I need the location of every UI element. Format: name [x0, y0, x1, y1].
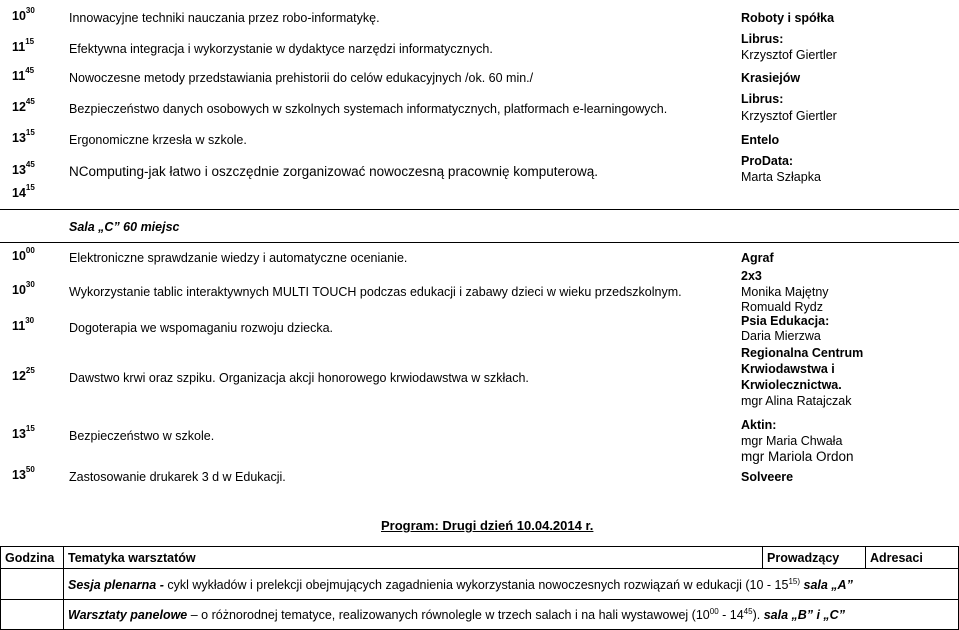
presenter: Entelo	[741, 133, 780, 147]
time-slot: $12^{25}$	[12, 366, 35, 383]
divider	[0, 242, 959, 243]
presenter-name: mgr Maria Chwała	[741, 434, 843, 448]
time-slot: $10^{00}$	[12, 246, 35, 263]
time-slot: $11^{30}$	[12, 316, 35, 333]
time-slot: $11^{15}$	[12, 37, 35, 54]
presenter-name: mgr Alina Ratajczak	[741, 394, 852, 408]
presenter-name: Monika Majętny	[741, 285, 829, 299]
presenter-company: 2x3	[741, 269, 762, 283]
time-slot: $13^{15}$	[12, 128, 35, 145]
presenter-company: Aktin:	[741, 418, 777, 432]
time-slot: $13^{15}$	[12, 424, 35, 441]
presenter-name: Krzysztof Giertler	[741, 48, 837, 62]
column-header: Adresaci	[870, 551, 923, 565]
session-topic: Dawstwo krwi oraz szpiku. Organizacja akcji honorowego krwiodawstwa w szkłach.	[69, 371, 529, 385]
time-slot: $13^{50}$	[12, 465, 35, 482]
table-border	[0, 546, 959, 547]
session-topic: Bezpieczeństwo w szkole.	[69, 429, 215, 443]
column-header: Tematyka warsztatów	[68, 551, 196, 565]
session-topic: Efektywna integracja i wykorzystanie w dydaktyce narzędzi informatycznych.	[69, 42, 493, 56]
presenter-name: mgr Mariola Ordon	[741, 449, 854, 464]
column-header: Prowadzący	[767, 551, 840, 565]
session-topic: Ergonomiczne krzesła w szkole.	[69, 133, 247, 147]
table-border	[63, 546, 64, 630]
presenter-name: Marta Szłapka	[741, 170, 821, 184]
session-topic: Innowacyjne techniki nauczania przez robo-informatykę.	[69, 11, 380, 25]
time-slot-end: $14^{15}$	[12, 183, 35, 200]
presenter: Krasiejów	[741, 71, 801, 85]
presenter-name: Romuald Rydz	[741, 300, 823, 314]
time-slot: $12^{45}$	[12, 97, 35, 114]
time-slot: $11^{45}$	[12, 66, 35, 83]
table-border	[865, 546, 866, 568]
presenter-company: Krwiolecznictwa.	[741, 378, 842, 392]
table-border	[0, 599, 959, 600]
presenter: Agraf	[741, 251, 774, 265]
session-topic: Nowoczesne metody przedstawiania prehistorii do celów edukacyjnych /ok. 60 min./	[69, 71, 534, 85]
presenter-name: Daria Mierzwa	[741, 329, 821, 343]
room-heading: Sala „C” 60 miejsc	[69, 220, 180, 234]
presenter-name: Krzysztof Giertler	[741, 109, 837, 123]
presenter-company: Psia Edukacja:	[741, 314, 830, 328]
panel-workshops: Warsztaty panelowe – o różnorodnej tematyce, realizowanych równolegle w trzech salach i na hali wystawowej $(10^{00} - 14^{45})$. sala „B” i „C”	[68, 607, 845, 623]
program-title: Program: Drugi dzień 10.04.2014 r.	[381, 518, 594, 533]
table-border	[0, 568, 959, 569]
presenter-company: ProData:	[741, 154, 794, 168]
presenter: Roboty i spółka	[741, 11, 835, 25]
session-topic: Zastosowanie drukarek 3 d w Edukacji.	[69, 470, 286, 484]
session-topic: Bezpieczeństwo danych osobowych w szkolnych systemach informatycznych, platformach e-learningowych.	[69, 102, 668, 116]
session-topic: NComputing-jak łatwo i oszczędnie zorganizować nowoczesną pracownię komputerową.	[69, 164, 599, 179]
session-topic: Wykorzystanie tablic interaktywnych MULTI TOUCH podczas edukacji i zabawy dzieci w wieku przedszkolnym.	[69, 285, 682, 299]
time-slot: $10^{30}$	[12, 6, 35, 23]
column-header: Godzina	[5, 551, 55, 565]
presenter-company: Krwiodawstwa i	[741, 362, 835, 376]
presenter: Solveere	[741, 470, 794, 484]
presenter-company: Librus:	[741, 32, 784, 46]
divider	[0, 209, 959, 210]
table-border	[762, 546, 763, 568]
plenary-session: Sesja plenarna - cykl wykładów i prelekcji obejmujących zagadnienia wykorzystania nowoczesnych rozwiązań w edukacji (10 - 15$^{15)}$ sala „A”	[68, 577, 853, 593]
table-border	[0, 546, 1, 630]
session-topic: Dogoterapia we wspomaganiu rozwoju dziecka.	[69, 321, 334, 335]
presenter-company: Librus:	[741, 92, 784, 106]
time-slot: $10^{30}$	[12, 280, 35, 297]
time-slot: $13^{45}$	[12, 160, 35, 177]
presenter-company: Regionalna Centrum	[741, 346, 864, 360]
session-topic: Elektroniczne sprawdzanie wiedzy i automatyczne ocenianie.	[69, 251, 408, 265]
